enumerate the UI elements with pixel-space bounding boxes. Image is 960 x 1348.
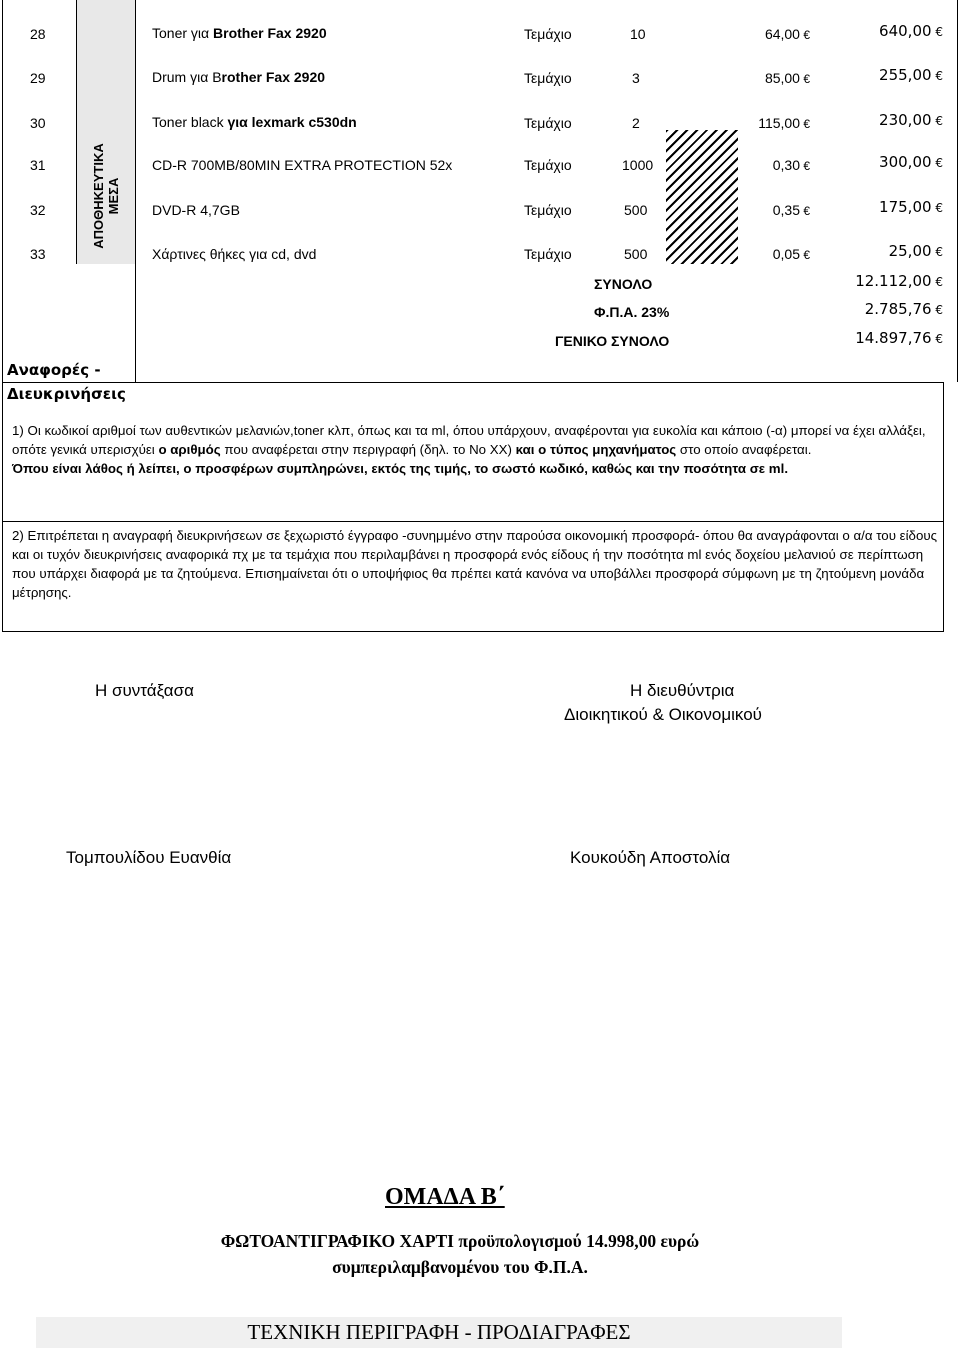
group-description [140, 1228, 780, 1280]
item-description: DVD-R 4,7GB [152, 202, 240, 218]
category-label-line: ΜΕΣΑ [105, 177, 121, 215]
row-number: 33 [30, 246, 46, 262]
remarks-label-line: Αναφορές - [7, 361, 101, 379]
category-label [76, 138, 135, 254]
group-description-line: ΦΩΤΟΑΝΤΙΓΡΑΦΙΚΟ ΧΑΡΤΙ προϋπολογισμού 14.998,00 ευρώ [220, 1231, 700, 1251]
category-label-line: ΑΠΟΘΗΚΕΥΤΙΚΑ [90, 143, 106, 249]
summary-label: ΣΥΝΟΛΟ [594, 276, 653, 292]
hatched-cell [666, 130, 738, 264]
note-1: 1) Οι κωδικοί αριθμοί των αυθεντικών μελανιών,toner κλπ, όπως και τα ml, όπου υπάρχουν, αναφέρονται για ευκολία και κάποιο (-α) μπορεί να έχει αλλάξει, οπότε γενικά υπερισχύει ο αριθμός που αναφέρεται στην περιγραφή (δηλ. το Νο ΧΧ) και ο τύπος μηχανήματος στο οποίο αναφέρεται. [12, 423, 926, 457]
item-quantity: 2 [632, 115, 640, 131]
item-quantity: 3 [632, 70, 640, 86]
group-title: ΟΜΑΔΑ Β΄ [385, 1184, 505, 1210]
summary-label: ΓΕΝΙΚΟ ΣΥΝΟΛΟ [555, 333, 670, 349]
item-total: 255,00 € [879, 68, 943, 83]
item-unit-price: 0,35 € [773, 203, 810, 217]
item-description: Toner για Brother Fax 2920 [152, 25, 327, 41]
item-quantity: 500 [624, 202, 648, 218]
row-number: 29 [30, 70, 46, 86]
row-number: 28 [30, 26, 46, 42]
signer-name-left: Τομπουλίδου Ευανθία [66, 848, 232, 867]
item-unit: Τεμάχιο [524, 70, 572, 86]
table-border-right [957, 0, 958, 382]
row-number: 31 [30, 157, 46, 173]
item-total: 175,00 € [879, 200, 943, 215]
item-unit-price: 64,00 € [765, 27, 810, 41]
notes-divider [3, 521, 944, 522]
summary-value: 12.112,00 € [855, 274, 943, 289]
notes-box [2, 382, 944, 632]
item-quantity: 500 [624, 246, 648, 262]
spec-heading [36, 1317, 842, 1348]
item-unit-price: 0,05 € [773, 247, 810, 261]
item-total: 25,00 € [889, 244, 943, 259]
summary-value: 2.785,76 € [865, 302, 943, 317]
row-number: 30 [30, 115, 46, 131]
item-unit: Τεμάχιο [524, 157, 572, 173]
group-description-line: συμπεριλαμβανομένου του Φ.Π.Α. [332, 1257, 588, 1277]
item-unit: Τεμάχιο [524, 26, 572, 42]
item-total: 640,00 € [879, 24, 943, 39]
item-description: Drum για Brother Fax 2920 [152, 69, 326, 85]
item-unit-price: 85,00 € [765, 71, 810, 85]
item-unit-price: 115,00 € [758, 116, 810, 130]
item-total: 230,00 € [879, 113, 943, 128]
row-number: 32 [30, 202, 46, 218]
item-quantity: 1000 [622, 157, 654, 173]
item-description: Toner black για lexmark c530dn [152, 114, 357, 130]
signer-role-right: Η διευθύντρια [630, 681, 735, 700]
note-2: 2) Επιτρέπεται η αναγραφή διευκρινήσεων σε ξεχωριστό έγγραφο -συνημμένο στην παρούσα οικονομική προσφορά- όπου θα αναγράφονται ο α/α του είδους και οι τυχόν διευκρινήσεις αναφορικά πχ με τα τεμάχια που περιλαμβάνει η προσφορά ενός είδους ή την ποσότητα ml ενός δοχείου μελανιού σε περίπτωση που υπάρχει διαφορά με τα ζητούμενα. Επισημαίνεται ότι ο υποψήφιος θα πρέπει κατά κανόνα να υποβάλλει προσφορά σύμφωνη με τη ζητούμενη μονάδα μέτρησης. [12, 528, 938, 600]
item-description: CD-R 700MB/80MIN EXTRA PROTECTION 52x [152, 157, 453, 173]
signer-role-right-dept: Διοικητικού & Οικονομικού [564, 705, 762, 724]
item-unit: Τεμάχιο [524, 202, 572, 218]
spec-heading-text: ΤΕΧΝΙΚΗ ΠΕΡΙΓΡΑΦΗ - ΠΡΟΔΙΑΓΡΑΦΕΣ [247, 1320, 631, 1344]
signer-name-right: Κουκούδη Αποστολία [570, 848, 731, 867]
item-unit: Τεμάχιο [524, 246, 572, 262]
item-unit: Τεμάχιο [524, 115, 572, 131]
note-1-bold: Όπου είναι λάθος ή λείπει, ο προσφέρων συμπληρώνει, εκτός της τιμής, το σωστό κωδικό, καθώς και την ποσότητα σε ml. [12, 461, 789, 476]
item-total: 300,00 € [879, 155, 943, 170]
item-unit-price: 0,30 € [773, 158, 810, 172]
signer-role-left: Η συντάξασα [95, 681, 194, 700]
summary-label: Φ.Π.Α. 23% [594, 304, 670, 320]
remarks-label-line: Διευκρινήσεις [7, 385, 126, 403]
item-description: Χάρτινες θήκες για cd, dvd [152, 246, 317, 262]
table-border-left [2, 0, 3, 382]
summary-value: 14.897,76 € [855, 331, 943, 346]
item-quantity: 10 [630, 26, 646, 42]
table-col-divider [135, 0, 136, 382]
